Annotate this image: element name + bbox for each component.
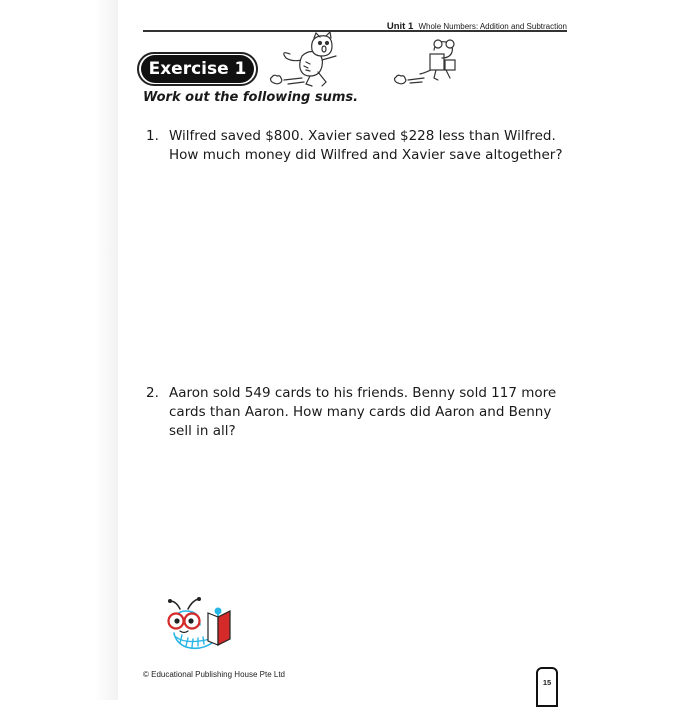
- question-text: Wilfred saved $800. Xavier saved $228 less than Wilfred. How much money did Wilfred and Xavier save altogether?: [169, 128, 563, 163]
- unit-label: Unit 1: [386, 21, 414, 32]
- unit-topic: Whole Numbers: Addition and Subtraction: [418, 22, 567, 31]
- question-text: Aaron sold 549 cards to his friends. Benny sold 117 more cards than Aaron. How many cards did Aaron and Benny sell in all?: [169, 385, 557, 439]
- running-mouse-illustration: [390, 38, 465, 90]
- bookworm-mascot-logo: [160, 595, 240, 660]
- running-cat-illustration: [260, 32, 370, 90]
- question-number: 1.: [146, 128, 159, 144]
- page-gutter-shade: [0, 0, 118, 700]
- question-2: [146, 384, 576, 441]
- dust-cloud-icon: [395, 75, 406, 84]
- page-number-tab: [536, 667, 558, 707]
- exercise-instruction: Work out the following sums.: [143, 90, 359, 105]
- page-number: 15: [542, 678, 552, 687]
- dust-cloud-icon: [271, 75, 282, 84]
- copyright-notice: © Educational Publishing House Pte Ltd: [143, 670, 285, 679]
- question-1: [146, 127, 576, 165]
- running-header: [387, 21, 567, 32]
- exercise-badge: Exercise 1: [141, 55, 254, 83]
- question-number: 2.: [146, 385, 159, 401]
